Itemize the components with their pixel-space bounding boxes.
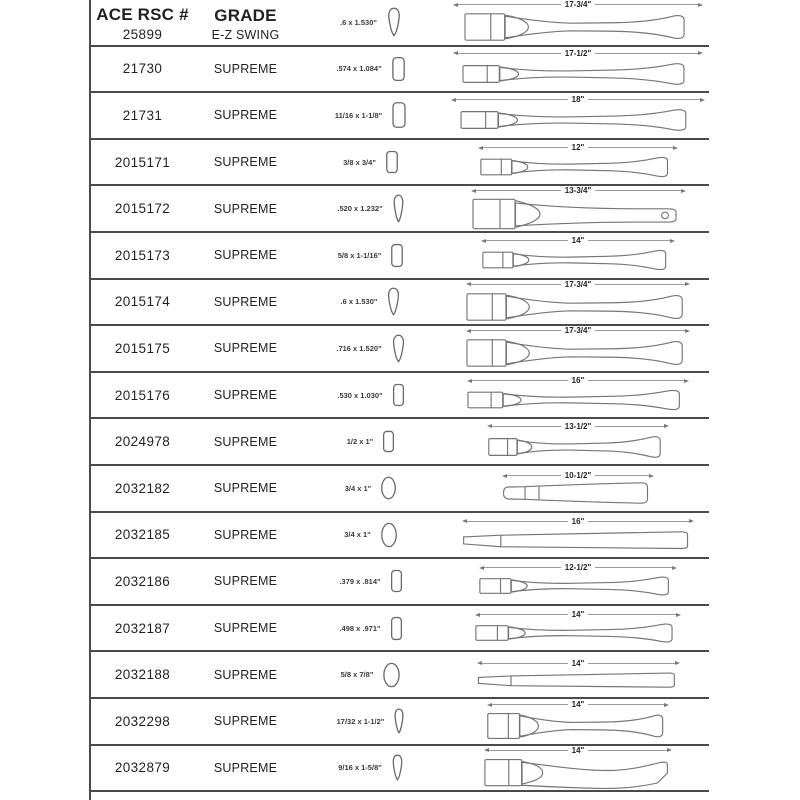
length-dimension <box>487 422 669 431</box>
part-number: 25899 <box>122 27 163 43</box>
handle-cell <box>447 746 709 791</box>
handle-drawing <box>466 290 690 324</box>
part-number-cell <box>89 47 196 92</box>
dimension-line <box>483 147 568 148</box>
length-dimension <box>502 471 654 480</box>
dimension-arrow-right-icon <box>676 613 681 617</box>
part-number-cell <box>89 140 196 185</box>
table-row <box>89 140 709 187</box>
eye-size-cell <box>295 559 447 604</box>
dimension-line <box>588 380 684 381</box>
eye-size-cell <box>295 466 447 511</box>
part-number: 2015173 <box>114 247 171 263</box>
dimension-arrow-right-icon <box>670 239 675 243</box>
part-number: 2015171 <box>114 154 171 170</box>
dimension-line <box>588 99 700 100</box>
part-number-cell <box>89 186 196 231</box>
handle-cell <box>447 513 709 558</box>
length-dimension <box>471 186 686 195</box>
eye-size-cell <box>295 47 447 92</box>
dimension-arrow-right-icon <box>667 748 672 752</box>
part-number-cell <box>89 373 196 418</box>
table-row <box>89 93 709 140</box>
handle-drawing <box>479 573 677 599</box>
dimension-line <box>458 53 561 54</box>
length-dimension <box>477 659 680 668</box>
handle-drawing <box>487 710 669 742</box>
table-row <box>89 186 709 233</box>
grade-cell <box>196 93 295 138</box>
grade: SUPREME <box>213 201 278 216</box>
part-number-cell <box>89 652 196 697</box>
dimension-arrow-right-icon <box>689 519 694 523</box>
dimension-line <box>595 4 698 5</box>
eye-shape-icon <box>386 287 401 316</box>
dimension-arrow-right-icon <box>685 282 690 286</box>
handle-length: 16" <box>571 376 585 386</box>
eye-size-cell <box>295 652 447 697</box>
dimension-line <box>588 614 676 615</box>
table-row <box>89 559 709 606</box>
grade-cell <box>196 652 295 697</box>
grade-cell <box>196 559 295 604</box>
length-dimension <box>484 746 672 755</box>
dimension-line <box>456 99 568 100</box>
grade: SUPREME <box>213 621 278 636</box>
eye-shape-icon <box>392 194 405 223</box>
handle-cell <box>447 186 709 231</box>
part-number: 2032182 <box>114 480 171 496</box>
handle-length: 13-3/4" <box>564 186 592 196</box>
handle-drawing <box>475 620 681 646</box>
grade: SUPREME <box>213 108 278 123</box>
dimension-line <box>588 521 689 522</box>
handle-length: 18" <box>571 95 585 105</box>
dimension-line <box>595 475 649 476</box>
dimension-arrow-right-icon <box>685 329 690 333</box>
grade-cell <box>196 466 295 511</box>
eye-dimensions: 1/2 x 1" <box>346 437 374 447</box>
eye-dimensions: .716 x 1.520" <box>336 343 382 353</box>
grade: SUPREME <box>213 61 278 76</box>
eye-shape-icon <box>393 708 405 734</box>
length-dimension <box>478 143 678 152</box>
eye-dimensions: .6 x 1.530" <box>340 17 377 27</box>
dimension-line <box>492 426 561 427</box>
dimension-line <box>595 284 685 285</box>
eye-size-cell <box>295 326 447 371</box>
handle-cell <box>447 419 709 464</box>
eye-size-cell <box>295 0 447 45</box>
grade: SUPREME <box>213 341 278 356</box>
dimension-line <box>588 663 674 664</box>
part-number: 2032188 <box>114 667 171 683</box>
table-row <box>89 606 709 653</box>
dimension-arrow-right-icon <box>698 3 703 7</box>
eye-dimensions: 3/4 x 1" <box>344 483 372 493</box>
handle-length: 17-3/4" <box>564 326 592 336</box>
eye-dimensions: 5/8 x 1-1/16" <box>337 250 382 260</box>
dimension-line <box>588 147 673 148</box>
eye-dimensions: 3/8 x 3/4" <box>343 157 376 167</box>
part-number: 2032298 <box>114 713 171 729</box>
spec-table <box>89 0 709 800</box>
grade: SUPREME <box>213 248 278 263</box>
part-number-cell <box>89 233 196 278</box>
table-row <box>89 373 709 420</box>
length-dimension <box>481 236 675 245</box>
handle-cell <box>447 652 709 697</box>
handle-cell <box>447 0 709 45</box>
handle-cell <box>447 280 709 325</box>
dimension-line <box>486 240 568 241</box>
part-number-cell <box>89 606 196 651</box>
length-dimension <box>453 0 703 9</box>
length-dimension <box>487 700 669 709</box>
dimension-arrow-right-icon <box>675 661 680 665</box>
eye-size-cell <box>295 606 447 651</box>
grade-cell <box>196 513 295 558</box>
column-header-part: ACE RSC # <box>96 5 189 25</box>
grade: SUPREME <box>213 294 278 309</box>
dimension-line <box>507 475 561 476</box>
table-row <box>89 513 709 560</box>
grade-cell <box>196 280 295 325</box>
handle-cell <box>447 466 709 511</box>
grade-cell <box>196 0 295 45</box>
eye-size-cell <box>295 140 447 185</box>
table-row <box>89 233 709 280</box>
handle-cell <box>447 233 709 278</box>
part-number: 2015174 <box>114 294 171 310</box>
part-number-cell <box>89 746 196 791</box>
table-row <box>89 0 709 47</box>
handle-length: 14" <box>571 236 585 246</box>
dimension-line <box>595 426 664 427</box>
handle-length: 10-1/2" <box>564 471 592 481</box>
eye-dimensions: .379 x .814" <box>339 576 381 586</box>
eye-shape-icon <box>385 150 399 174</box>
grade: SUPREME <box>213 760 278 775</box>
eye-shape-icon <box>380 522 398 548</box>
handle-cell <box>447 699 709 744</box>
dimension-line <box>467 521 568 522</box>
eye-shape-icon <box>386 7 402 37</box>
dimension-line <box>476 190 561 191</box>
grade-cell <box>196 419 295 464</box>
eye-shape-icon <box>390 569 403 593</box>
eye-size-cell <box>295 373 447 418</box>
grade-cell <box>196 699 295 744</box>
handle-length: 16" <box>571 516 585 526</box>
table-row <box>89 652 709 699</box>
eye-size-cell <box>295 186 447 231</box>
grade-cell <box>196 326 295 371</box>
dimension-line <box>482 663 568 664</box>
eye-shape-icon <box>391 334 406 363</box>
dimension-line <box>458 4 561 5</box>
handle-cell <box>447 559 709 604</box>
eye-dimensions: 17/32 x 1-1/2" <box>336 716 385 726</box>
grade: SUPREME <box>213 481 278 496</box>
eye-shape-icon <box>391 101 407 129</box>
dimension-line <box>588 240 670 241</box>
grade: SUPREME <box>213 527 278 542</box>
handle-cell <box>447 93 709 138</box>
length-dimension <box>479 563 677 572</box>
grade-cell <box>196 140 295 185</box>
dimension-arrow-right-icon <box>664 703 669 707</box>
dimension-arrow-right-icon <box>684 379 689 383</box>
handle-drawing <box>462 59 694 89</box>
length-dimension <box>466 326 690 335</box>
handle-cell <box>447 606 709 651</box>
handle-cell <box>447 326 709 371</box>
eye-size-cell <box>295 280 447 325</box>
handle-cell <box>447 140 709 185</box>
eye-shape-icon <box>380 476 397 500</box>
handle-drawing <box>488 432 668 462</box>
grade-cell <box>196 186 295 231</box>
handle-drawing <box>482 246 674 274</box>
dimension-arrow-right-icon <box>649 474 654 478</box>
length-dimension <box>462 517 694 526</box>
eye-dimensions: 5/8 x 7/8" <box>340 670 374 680</box>
part-number-cell <box>89 419 196 464</box>
table-row <box>89 699 709 746</box>
part-number: 2015172 <box>114 201 171 217</box>
dimension-line <box>471 330 561 331</box>
dimension-arrow-right-icon <box>681 189 686 193</box>
handle-length: 14" <box>571 658 585 668</box>
handle-drawing <box>462 527 694 553</box>
part-number: 2032187 <box>114 620 171 636</box>
table-row <box>89 466 709 513</box>
dimension-line <box>480 614 568 615</box>
handle-length: 13-1/2" <box>564 421 592 431</box>
part-number-cell <box>89 326 196 371</box>
handle-drawing <box>467 386 689 414</box>
eye-size-cell <box>295 513 447 558</box>
grade: E-Z SWING <box>211 27 280 42</box>
part-number-cell <box>89 280 196 325</box>
dimension-arrow-right-icon <box>672 566 677 570</box>
table-row <box>89 419 709 466</box>
table-row <box>89 280 709 327</box>
handle-drawing <box>472 196 684 231</box>
handle-drawing <box>480 153 676 181</box>
part-number: 21730 <box>122 61 163 77</box>
grade: SUPREME <box>213 667 278 682</box>
eye-shape-icon <box>391 56 406 82</box>
dimension-line <box>484 567 561 568</box>
eye-dimensions: .520 x 1.232" <box>337 204 383 214</box>
dimension-line <box>588 704 664 705</box>
table-row <box>89 326 709 373</box>
part-number: 2024978 <box>114 434 171 450</box>
grade-cell <box>196 373 295 418</box>
part-number-cell <box>89 0 196 45</box>
handle-cell <box>447 373 709 418</box>
handle-length: 17-3/4" <box>564 0 592 10</box>
eye-size-cell <box>295 93 447 138</box>
part-number-cell <box>89 699 196 744</box>
handle-length: 14" <box>571 700 585 710</box>
eye-dimensions: .498 x .971" <box>339 623 381 633</box>
handle-drawing <box>484 756 672 791</box>
part-number: 2015175 <box>114 340 171 356</box>
handle-drawing <box>477 669 680 691</box>
eye-dimensions: .574 x 1.084" <box>336 64 382 74</box>
part-number: 2032186 <box>114 573 171 589</box>
grade-cell <box>196 47 295 92</box>
dimension-line <box>595 53 698 54</box>
eye-size-cell <box>295 233 447 278</box>
dimension-line <box>595 567 672 568</box>
handle-drawing <box>466 336 690 370</box>
dimension-arrow-right-icon <box>700 98 705 102</box>
grade: SUPREME <box>213 155 278 170</box>
dimension-line <box>492 704 568 705</box>
eye-shape-icon <box>382 662 401 688</box>
length-dimension <box>466 280 690 289</box>
column-divider <box>89 0 91 800</box>
dimension-line <box>471 284 561 285</box>
part-number: 21731 <box>122 107 163 123</box>
dimension-arrow-right-icon <box>698 51 703 55</box>
part-number-cell <box>89 513 196 558</box>
handle-length: 17-1/2" <box>564 48 592 58</box>
table-row <box>89 47 709 94</box>
part-number-cell <box>89 466 196 511</box>
dimension-line <box>588 750 667 751</box>
handle-drawing <box>460 105 696 135</box>
part-number: 2032185 <box>114 527 171 543</box>
grade-cell <box>196 233 295 278</box>
part-number: 2015176 <box>114 387 171 403</box>
eye-size-cell <box>295 419 447 464</box>
eye-dimensions: 11/16 x 1-1/8" <box>334 110 383 120</box>
handle-length: 14" <box>571 610 585 620</box>
handle-drawing <box>464 10 692 44</box>
part-number: 2032879 <box>114 760 171 776</box>
dimension-line <box>472 380 568 381</box>
part-number-cell <box>89 559 196 604</box>
grade: SUPREME <box>213 714 278 729</box>
handle-drawing <box>502 481 654 505</box>
handle-length: 12" <box>571 143 585 153</box>
grade: SUPREME <box>213 434 278 449</box>
eye-dimensions: 3/4 x 1" <box>344 530 371 540</box>
grade-cell <box>196 606 295 651</box>
eye-dimensions: .530 x 1.030" <box>337 390 383 400</box>
grade: SUPREME <box>213 574 278 589</box>
length-dimension <box>453 49 703 58</box>
eye-size-cell <box>295 746 447 791</box>
grade-cell <box>196 746 295 791</box>
length-dimension <box>475 610 681 619</box>
eye-shape-icon <box>392 383 405 407</box>
dimension-arrow-right-icon <box>664 424 669 428</box>
dimension-arrow-right-icon <box>673 146 678 150</box>
table-row <box>89 746 709 793</box>
column-header-grade: GRADE <box>214 5 277 25</box>
handle-length: 14" <box>571 745 585 755</box>
eye-shape-icon <box>382 430 395 453</box>
eye-dimensions: .6 x 1.530" <box>340 297 378 307</box>
eye-size-cell <box>295 699 447 744</box>
part-number-cell <box>89 93 196 138</box>
dimension-line <box>595 330 685 331</box>
eye-shape-icon <box>390 616 403 641</box>
eye-shape-icon <box>390 243 404 268</box>
handle-length: 12-1/2" <box>564 563 592 573</box>
dimension-line <box>489 750 568 751</box>
handle-length: 17-3/4" <box>564 279 592 289</box>
eye-shape-icon <box>391 754 404 781</box>
length-dimension <box>467 376 689 385</box>
eye-dimensions: 9/16 x 1-5/8" <box>338 763 382 773</box>
grade: SUPREME <box>213 388 278 403</box>
handle-cell <box>447 47 709 92</box>
dimension-line <box>595 190 680 191</box>
length-dimension <box>451 95 705 104</box>
